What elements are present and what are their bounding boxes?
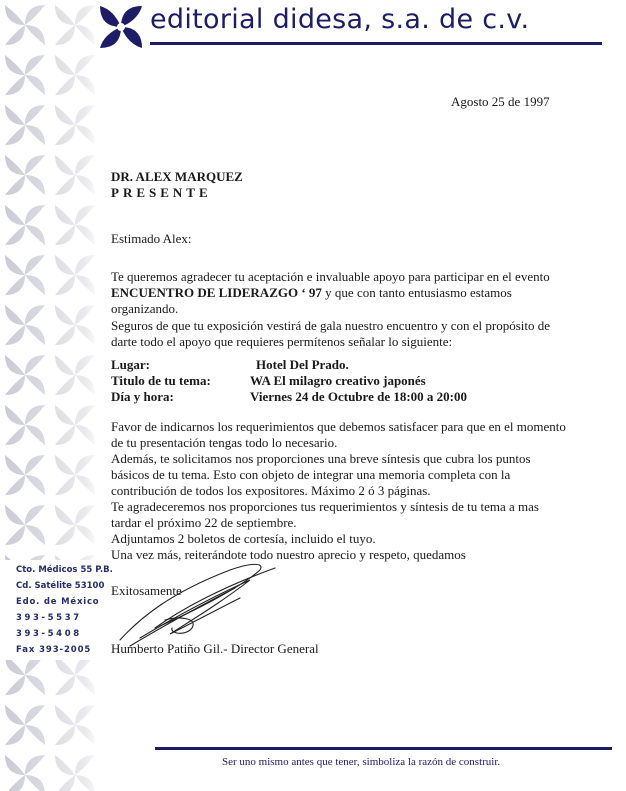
paragraph-requirements [111, 419, 566, 563]
decorative-pinwheel-pattern [0, 0, 100, 791]
signer-name: Humberto Patiño Gil.- Director General [111, 641, 319, 656]
detail-label: Titulo de tu tema: [111, 373, 211, 388]
detail-value: Viernes 24 de Octubre de 18:00 a 20:00 [250, 389, 468, 404]
recipient-name: DR. ALEX MARQUEZ [111, 169, 243, 184]
paragraph-line: tardar el próximo 22 de septiembre. [111, 515, 297, 530]
detail-value: WA El milagro creativo japonés [250, 373, 426, 388]
detail-value: Hotel Del Prado. [256, 357, 349, 372]
address-street: Cto. Médicos 55 P.B. [16, 565, 113, 575]
paragraph-text: y que con tanto entusiasmo estamos [321, 285, 512, 300]
address-state: Edo. de México [16, 597, 100, 607]
paragraph-thanks [111, 269, 550, 317]
paragraph-line: Favor de indicarnos los requerimientos que debemos satisfacer para que en el momento [111, 419, 566, 434]
detail-label: Lugar: [111, 357, 150, 372]
paragraph-line: Te agradeceremos nos proporciones tus requerimientos y síntesis de tu tema a mas [111, 499, 539, 514]
footer-rule [155, 747, 612, 750]
paragraph-line: Además, te solicitamos nos proporciones una breve síntesis que cubra los puntos [111, 451, 531, 466]
address-phone: 393-5408 [16, 629, 82, 639]
company-name: editorial didesa, s.a. de c.v. [150, 4, 530, 35]
event-name: ENCUENTRO DE LIDERAZGO ‘ 97 [111, 285, 322, 300]
paragraph-line [111, 285, 550, 301]
paragraph-line: de tu presentación tengas todo lo necesario. [111, 435, 338, 450]
paragraph-line: Adjuntamos 2 boletos de cortesía, incluido el tuyo. [111, 531, 376, 546]
pinwheel-logo-icon [98, 4, 144, 50]
company-address [16, 565, 113, 661]
paragraph-line: Seguros de que tu exposición vestirá de gala nuestro encuentro y con el propósito de [111, 318, 550, 333]
letter-date: Agosto 25 de 1997 [451, 94, 550, 109]
greeting: Estimado Alex: [111, 231, 192, 246]
paragraph-line: darte todo el apoyo que requieres permítenos señalar lo siguiente: [111, 334, 453, 349]
detail-label: Día y hora: [111, 389, 174, 404]
address-fax: Fax 393-2005 [16, 645, 92, 655]
recipient-present: PRESENTE [111, 185, 212, 200]
paragraph-line: Una vez más, reiterándote todo nuestro aprecio y respeto, quedamos [111, 547, 466, 562]
paragraph-line: organizando. [111, 301, 179, 316]
address-city: Cd. Satélite 53100 [16, 581, 105, 591]
paragraph-line: básicos de tu tema. Esto con objeto de integrar una memoria completa con la [111, 467, 511, 482]
paragraph-support [111, 318, 550, 350]
header-rule [150, 42, 602, 45]
paragraph-line: contribución de todos los expositores. Máximo 2 ó 3 páginas. [111, 483, 431, 498]
footer-motto: Ser uno mismo antes que tener, simboliza la razón de construir. [222, 756, 501, 768]
address-phone: 393-5537 [16, 613, 82, 623]
paragraph-line: Te queremos agradecer tu aceptación e invaluable apoyo para participar en el evento [111, 269, 550, 284]
signoff: Exitosamente [111, 583, 182, 598]
